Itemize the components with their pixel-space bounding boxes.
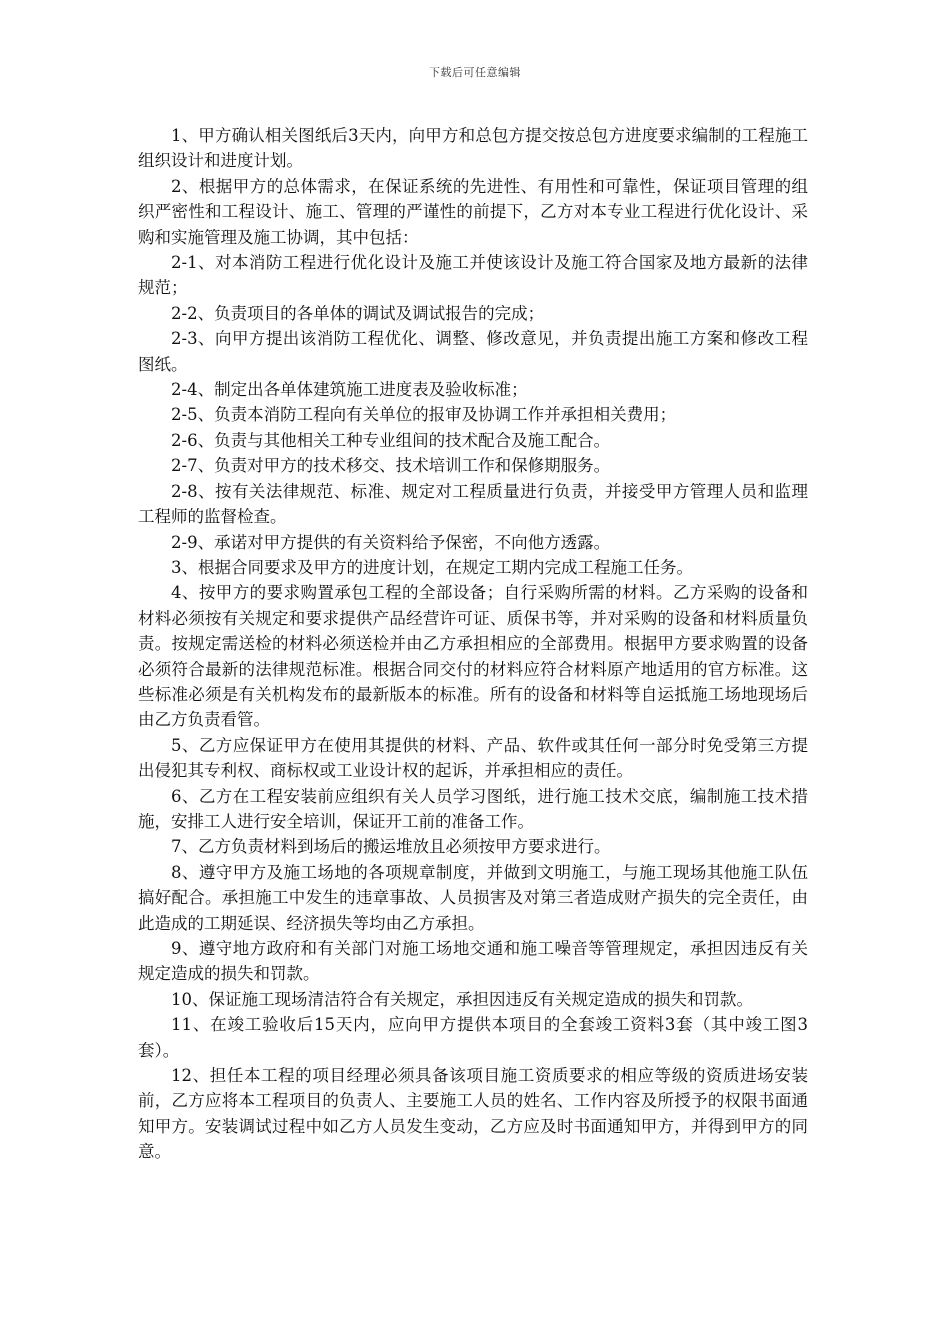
paragraph: 1、甲方确认相关图纸后3天内，向甲方和总包方提交按总包方进度要求编制的工程施工组织设计和进度计划。 bbox=[138, 126, 808, 171]
paragraph: 7、乙方负责材料到场后的搬运堆放且必须按甲方要求进行。 bbox=[171, 837, 611, 857]
paragraph: 4、按甲方的要求购置承包工程的全部设备；自行采购所需的材料。乙方采购的设备和材料必须按有关规定和要求提供产品经营许可证、质保书等，并对采购的设备和材料质量负责。按规定需送检的材料必须送检并由乙方承担相应的全部费用。根据甲方要求购置的设备必须符合最新的法律规范标准。根据合同交付的材料应符合材料原产地适用的官方标准。这些标准必须是有关机构发布的最新版本的标准。所有的设备和材料等自运抵施工场地现场后由乙方负责看管。 bbox=[138, 583, 808, 730]
paragraph: 2-8、按有关法律规范、标准、规定对工程质量进行负责，并接受甲方管理人员和监理工程师的监督检查。 bbox=[138, 481, 808, 527]
paragraph: 3、根据合同要求及甲方的进度计划，在规定工期内完成工程施工任务。 bbox=[171, 557, 693, 577]
paragraph: 2-6、负责与其他相关工种专业组间的技术配合及施工配合。 bbox=[171, 430, 611, 450]
document-body bbox=[138, 123, 808, 1165]
paragraph: 2、根据甲方的总体需求，在保证系统的先进性、有用性和可靠性，保证项目管理的组织严密性和工程设计、施工、管理的严谨性的前提下，乙方对本专业工程进行优化设计、采购和实施管理及施工协调，其中包括： bbox=[138, 176, 808, 247]
paragraph: 12、担任本工程的项目经理必须具备该项目施工资质要求的相应等级的资质进场安装前，乙方应将本工程项目的负责人、主要施工人员的姓名、工作内容及所授予的权限书面通知甲方。安装调试过程中如乙方人员发生变动，乙方应及时书面通知甲方，并得到甲方的同意。 bbox=[138, 1066, 808, 1162]
paragraph: 2-9、承诺对甲方提供的有关资料给予保密，不向他方透露。 bbox=[171, 532, 611, 552]
page-header: 下载后可任意编辑 bbox=[429, 66, 521, 79]
paragraph: 2-5、负责本消防工程向有关单位的报审及协调工作并承担相关费用； bbox=[171, 405, 677, 425]
paragraph: 11、在竣工验收后15天内，应向甲方提供本项目的全套竣工资料3套（其中竣工图3套）。 bbox=[138, 1015, 808, 1060]
paragraph: 8、遵守甲方及施工场地的各项规章制度，并做到文明施工，与施工现场其他施工队伍搞好配合。承担施工中发生的违章事故、人员损害及对第三者造成财产损失的完全责任，由此造成的工期延误、经济损失等均由乙方承担。 bbox=[138, 862, 808, 933]
paragraph: 2-1、对本消防工程进行优化设计及施工并使该设计及施工符合国家及地方最新的法律规范； bbox=[138, 253, 808, 298]
paragraph: 2-7、负责对甲方的技术移交、技术培训工作和保修期服务。 bbox=[171, 456, 611, 476]
paragraph: 6、乙方在工程安装前应组织有关人员学习图纸，进行施工技术交底，编制施工技术措施，安排工人进行安全培训，保证开工前的准备工作。 bbox=[138, 786, 808, 831]
paragraph: 2-4、制定出各单体建筑施工进度表及验收标准； bbox=[171, 380, 528, 400]
paragraph: 10、保证施工现场清洁符合有关规定，承担因违反有关规定造成的损失和罚款。 bbox=[171, 989, 753, 1009]
paragraph: 2-3、向甲方提出该消防工程优化、调整、修改意见，并负责提出施工方案和修改工程图纸。 bbox=[138, 329, 808, 374]
paragraph: 5、乙方应保证甲方在使用其提供的材料、产品、软件或其任何一部分时免受第三方提出侵犯其专利权、商标权或工业设计权的起诉，并承担相应的责任。 bbox=[138, 735, 808, 781]
paragraph: 9、遵守地方政府和有关部门对施工场地交通和施工噪音等管理规定，承担因违反有关规定造成的损失和罚款。 bbox=[138, 939, 808, 984]
paragraph: 2-2、负责项目的各单体的调试及调试报告的完成； bbox=[171, 303, 545, 323]
